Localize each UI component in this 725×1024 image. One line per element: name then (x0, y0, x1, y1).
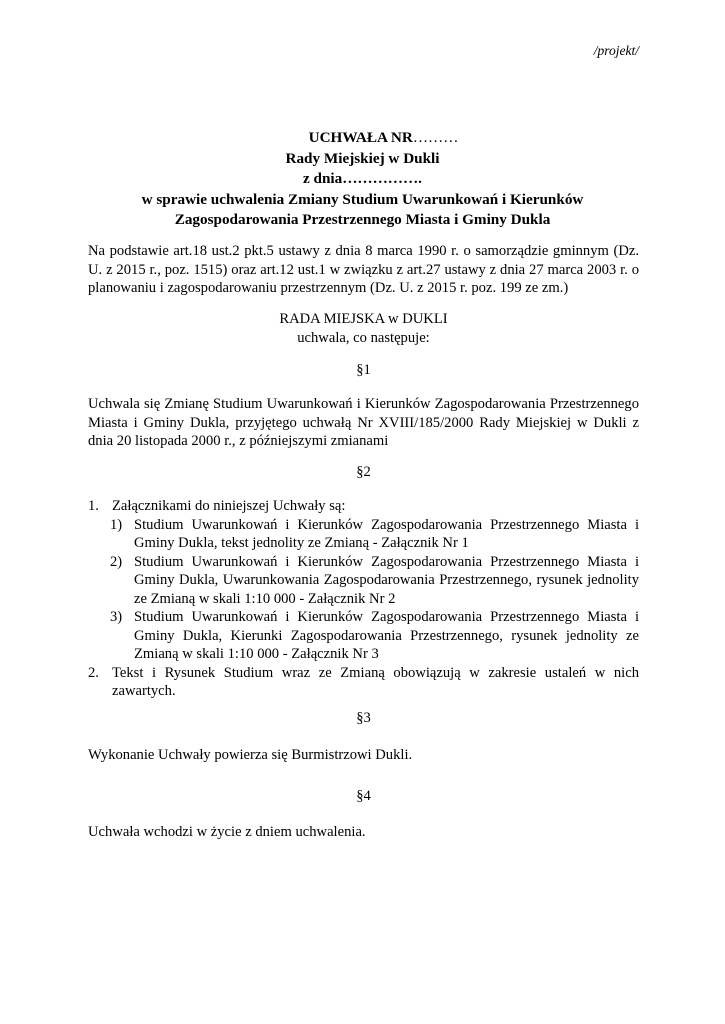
title-resolution-number (60, 128, 665, 149)
section-1-mark: §1 (356, 362, 371, 378)
list-item-text: Załącznikami do niniejszej Uchwały są: (112, 498, 346, 514)
section-4-text: Uchwała wchodzi w życie z dniem uchwalenia. (88, 824, 366, 840)
section-1-text: Uchwala się Zmianę Studium Uwarunkowań i Kierunków Zagospodarowania Przestrzennego Miasta i Gminy Dukla, przyjętego uchwałą Nr XVIII/185/2000 Rady Miejskiej w Dukli z dnia 20 listopada 2000 r., z późniejszymi zmianami (88, 396, 639, 449)
list-item-number: 1. (88, 498, 99, 514)
list-item (88, 497, 639, 516)
resolution-title (60, 128, 665, 231)
section-3-mark: §3 (356, 710, 371, 726)
section-4-mark: §4 (356, 788, 371, 804)
section-2-mark: §2 (356, 464, 371, 480)
attachment-item-number: 1) (110, 516, 123, 533)
attachment-item-3 (88, 608, 639, 664)
attachment-item-text: Studium Uwarunkowań i Kierunków Zagospodarowania Przestrzennego Miasta i Gminy Dukla, tekst jednolity ze Zmianą - Załącznik Nr 1 (134, 516, 639, 551)
list-item (88, 664, 639, 701)
attachment-item-2 (88, 553, 639, 609)
attachment-item-text: Studium Uwarunkowań i Kierunków Zagospodarowania Przestrzennego Miasta i Gminy Dukla, Kierunki Zagospodarowania Przestrzennego, rysunek jednolity ze Zmianą w skali 1:10 000 - Załącznik Nr 3 (134, 609, 639, 662)
draft-marker: /projekt/ (593, 43, 639, 58)
attachment-item-1 (88, 516, 639, 553)
list-item-number: 2. (88, 664, 99, 681)
title-subject-line1: w sprawie uchwalenia Zmiany Studium Uwarunkowań i Kierunków (141, 190, 584, 208)
council-name: RADA MIEJSKA w DUKLI (279, 311, 448, 327)
legal-basis-paragraph: Na podstawie art.18 ust.2 pkt.5 ustawy z dnia 8 marca 1990 r. o samorządzie gminnym (Dz. U. z 2015 r., poz. 1515) oraz art.12 ust.1 w związku z art.27 ustawy z dnia 27 marca 2003 r. o planowaniu i zagospodarowaniu przestrzennym (Dz. U. z 2015 r. poz. 199 ze zm.) (88, 243, 639, 296)
attachment-item-number: 3) (110, 609, 123, 625)
title-resolution-label: UCHWAŁA NR (308, 129, 413, 146)
section-3-text: Wykonanie Uchwały powierza się Burmistrzowi Dukli. (88, 747, 413, 763)
title-resolution-number-dots: ……… (412, 129, 459, 146)
title-date: z dnia……………. (303, 170, 422, 187)
council-heading (88, 310, 639, 347)
attachment-item-text: Studium Uwarunkowań i Kierunków Zagospodarowania Przestrzennego Miasta i Gminy Dukla, Uwarunkowania Zagospodarowania Przestrzennego, rysunek jednolity ze Zmianą w skali 1:10 000 - Załącznik Nr 2 (134, 553, 639, 607)
title-council: Rady Miejskiej w Dukli (285, 149, 440, 167)
list-item-text: Tekst i Rysunek Studium wraz ze Zmianą obowiązują w zakresie ustaleń w nich zawartych. (112, 664, 639, 699)
section-2-list (88, 497, 639, 701)
title-subject-line2: Zagospodarowania Przestrzennego Miasta i Gminy Dukla (174, 211, 551, 228)
attachment-item-number: 2) (110, 553, 123, 570)
council-resolves: uchwala, co następuje: (297, 329, 430, 346)
